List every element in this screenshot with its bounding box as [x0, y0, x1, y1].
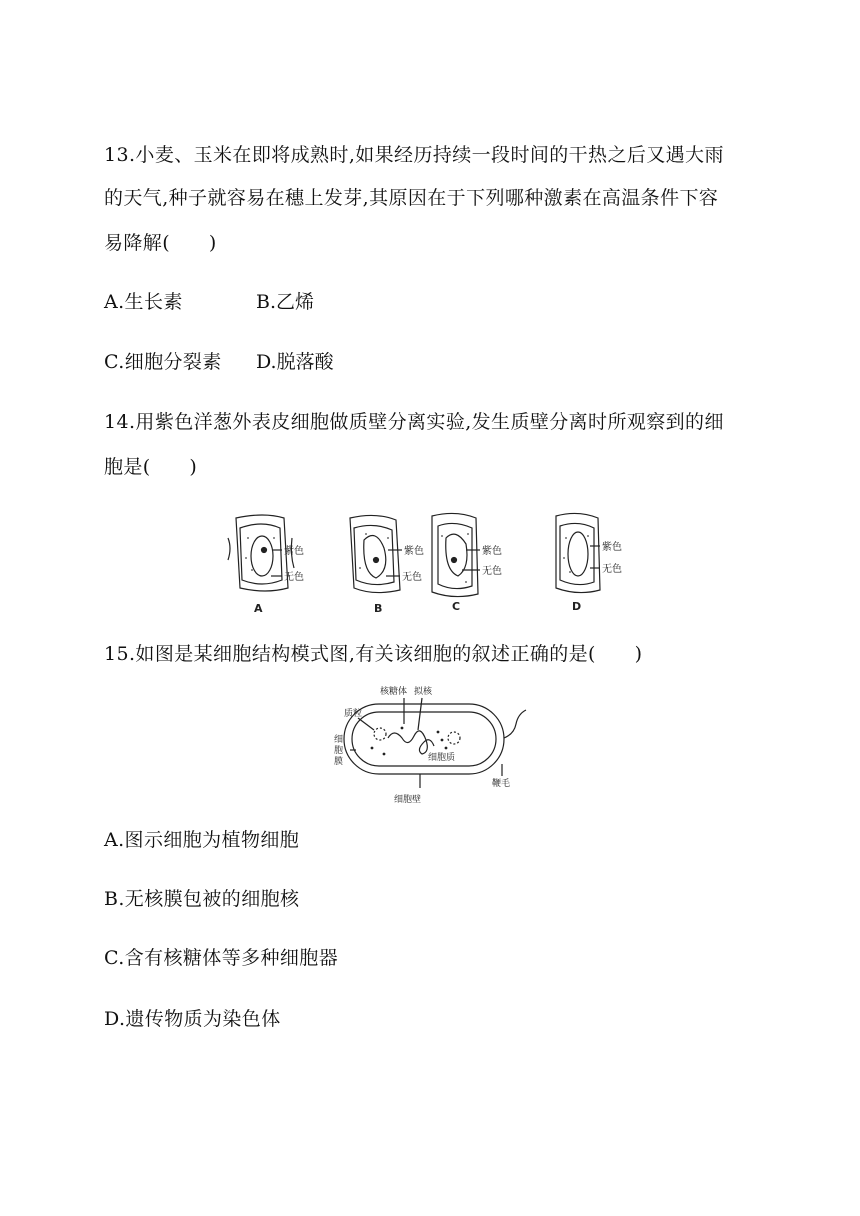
cell-d-colorless-label: 无色 — [602, 564, 622, 575]
q13-option-d: D.脱落酸 — [256, 351, 334, 373]
q15-stem: 15.如图是某细胞结构模式图,有关该细胞的叙述正确的是( ) — [104, 643, 643, 665]
q15-option-b: B.无核膜包被的细胞核 — [104, 888, 300, 910]
nucleoid-label: 拟核 — [414, 687, 433, 697]
cytoplasm-label: 细胞质 — [428, 753, 456, 763]
q14-stem-line-1: 14.用紫色洋葱外表皮细胞做质壁分离实验,发生质壁分离时所观察到的细 — [104, 411, 724, 433]
cell-a-colorless-label: 无色 — [284, 572, 304, 583]
ribosome-label: 核糖体 — [380, 687, 408, 697]
cell-d-purple-label: 紫色 — [602, 542, 622, 553]
cell-membrane-outline — [352, 712, 496, 766]
cell-wall-label: 细胞壁 — [394, 795, 422, 805]
flagellum-label: 鞭毛 — [492, 779, 511, 789]
q15-option-c: C.含有核糖体等多种细胞器 — [104, 947, 339, 969]
q13-stem-line-3: 易降解( ) — [104, 232, 217, 254]
q15-option-a: A.图示细胞为植物细胞 — [104, 829, 300, 851]
q15-option-d: D.遗传物质为染色体 — [104, 1008, 281, 1030]
nucleoid-dna — [388, 731, 434, 754]
plasmid-left — [374, 728, 386, 740]
cell-label-c: C — [452, 600, 461, 613]
cell-c-purple-label: 紫色 — [482, 546, 502, 557]
cell-label-d: D — [572, 600, 582, 613]
cell-b — [350, 515, 402, 592]
cell-d — [556, 513, 600, 592]
flagellum — [504, 710, 526, 738]
cell-b-colorless-label: 无色 — [402, 572, 422, 583]
plasmid-right — [448, 732, 460, 744]
q14-stem-line-2: 胞是( ) — [104, 456, 198, 478]
cell-label-b: B — [374, 602, 383, 615]
cell-label-a: A — [254, 602, 263, 615]
plasmolysis-cells-figure — [226, 508, 636, 618]
cell-a-purple-label: 紫色 — [284, 546, 304, 557]
q13-option-a: A.生长素 — [104, 291, 183, 313]
prokaryote-cell-figure — [330, 684, 530, 808]
q13-option-c: C.细胞分裂素 — [104, 351, 222, 373]
q13-option-b: B.乙烯 — [256, 291, 315, 313]
plasmid-label: 质粒 — [344, 709, 363, 719]
cell-b-purple-label: 紫色 — [404, 546, 424, 557]
q13-stem-line-2: 的天气,种子就容易在穗上发芽,其原因在于下列哪种激素在高温条件下容 — [104, 187, 719, 209]
cell-c-colorless-label: 无色 — [482, 566, 502, 577]
q13-stem-line-1: 13.小麦、玉米在即将成熟时,如果经历持续一段时间的干热之后又遇大雨 — [104, 144, 724, 166]
cell-c — [432, 513, 480, 596]
membrane-label: 细 胞 膜 — [334, 735, 344, 767]
